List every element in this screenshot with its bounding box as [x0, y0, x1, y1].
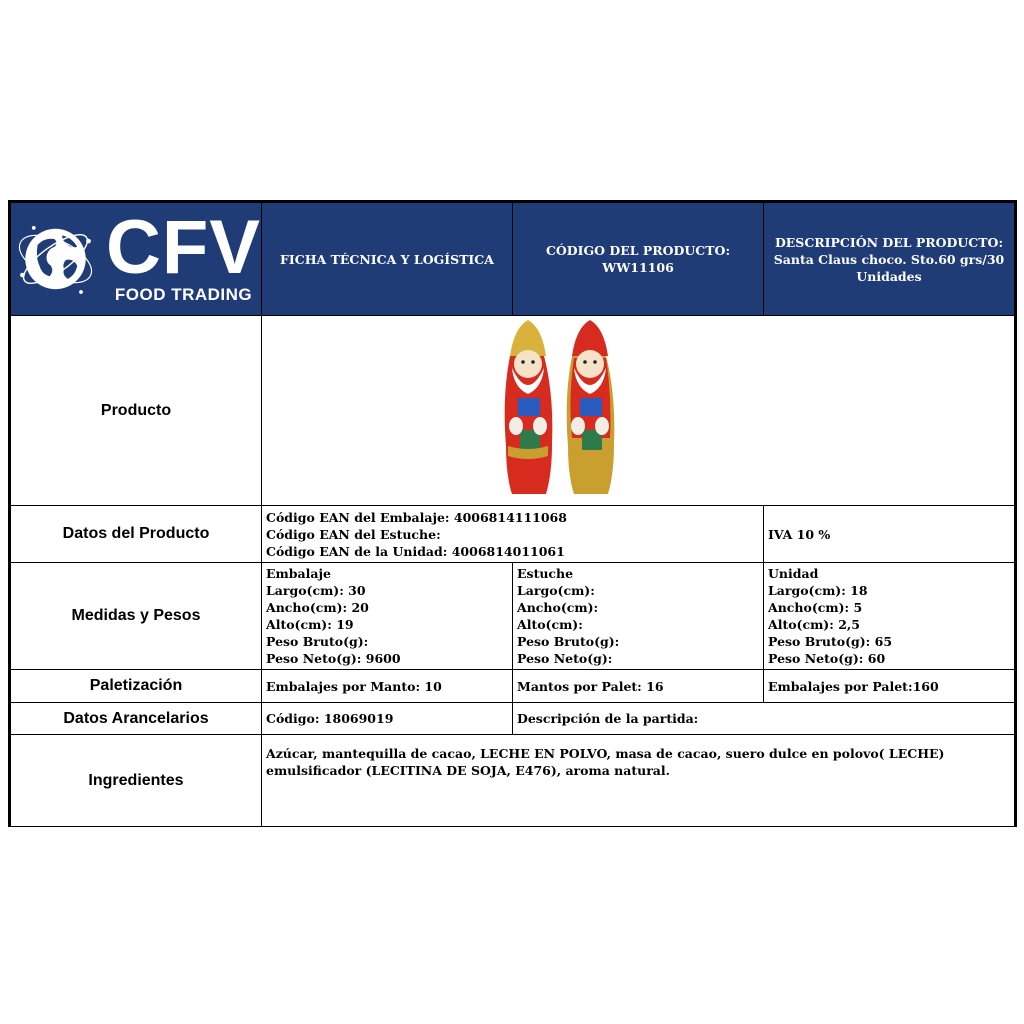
product-code-label: CÓDIGO DEL PRODUCTO: [545, 243, 731, 258]
product-image-cell [262, 316, 1016, 506]
globe-icon [13, 214, 98, 304]
embalajes-por-palet: Embalajes por Palet:160 [764, 670, 1016, 703]
medidas-row [10, 563, 1016, 670]
medidas-largo: Largo(cm): [517, 583, 595, 598]
medidas-neto: Peso Neto(g): [517, 651, 613, 666]
arancelarios-label: Datos Arancelarios [10, 703, 262, 735]
medidas-alto: Alto(cm): 2,5 [768, 617, 860, 632]
datos-producto-label: Datos del Producto [10, 506, 262, 563]
medidas-bruto: Peso Bruto(g): [517, 634, 620, 649]
santa-figure-left [505, 320, 553, 494]
medidas-title: Estuche [517, 566, 574, 581]
medidas-unidad [764, 563, 1016, 670]
mantos-por-palet: Mantos por Palet: 16 [513, 670, 764, 703]
medidas-alto: Alto(cm): [517, 617, 583, 632]
santa-claus-chocolate-image [498, 318, 622, 502]
product-description-label: DESCRIPCIÓN DEL PRODUCTO: [774, 234, 1004, 250]
brand-tagline: FOOD TRADING [114, 284, 253, 304]
product-sheet-table [8, 200, 1017, 827]
medidas-alto: Alto(cm): 19 [266, 617, 354, 632]
product-code-cell [513, 202, 764, 316]
brand-logo [11, 203, 261, 315]
product-description-cell [764, 202, 1016, 316]
sheet-title: FICHA TÉCNICA Y LOGÍSTICA [262, 202, 513, 316]
medidas-bruto: Peso Bruto(g): [266, 634, 369, 649]
ean-codes-cell [262, 506, 764, 563]
medidas-largo: Largo(cm): 30 [266, 583, 366, 598]
medidas-ancho: Ancho(cm): [517, 600, 599, 615]
iva-value: IVA 10 % [764, 506, 1016, 563]
medidas-bruto: Peso Bruto(g): 65 [768, 634, 893, 649]
paletizacion-row [10, 670, 1016, 703]
medidas-label: Medidas y Pesos [10, 563, 262, 670]
medidas-ancho: Ancho(cm): 20 [266, 600, 369, 615]
medidas-title: Unidad [768, 566, 819, 581]
medidas-embalaje [262, 563, 513, 670]
producto-label: Producto [10, 316, 262, 506]
paletizacion-label: Paletización [10, 670, 262, 703]
medidas-largo: Largo(cm): 18 [768, 583, 868, 598]
datos-producto-row [10, 506, 1016, 563]
ingredientes-label: Ingredientes [10, 735, 262, 827]
ean-embalaje: Código EAN del Embalaje: 4006814111068 [266, 509, 567, 525]
ean-estuche: Código EAN del Estuche: [266, 526, 441, 542]
header-row [10, 202, 1016, 316]
product-row [10, 316, 1016, 506]
brand-name: CFV [106, 204, 261, 290]
medidas-neto: Peso Neto(g): 60 [768, 651, 886, 666]
medidas-neto: Peso Neto(g): 9600 [266, 651, 401, 666]
embalajes-por-manto: Embalajes por Manto: 10 [262, 670, 513, 703]
medidas-estuche [513, 563, 764, 670]
product-description-value: Santa Claus choco. Sto.60 grs/30 Unidades [773, 251, 1005, 284]
descripcion-partida: Descripción de la partida: [513, 703, 1016, 735]
ingredientes-row [10, 735, 1016, 827]
arancelarios-row [10, 703, 1016, 735]
product-code-value: WW11106 [602, 260, 674, 275]
ean-unidad: Código EAN de la Unidad: 4006814011061 [266, 543, 565, 559]
ingredientes-text: Azúcar, mantequilla de cacao, LECHE EN POLVO, masa de cacao, suero dulce en polovo( LECHE) emulsificador (LECITINA DE SOJA, E476), aroma natural. [262, 735, 1016, 827]
medidas-ancho: Ancho(cm): 5 [768, 600, 863, 615]
medidas-title: Embalaje [266, 566, 331, 581]
santa-figure-right [567, 320, 615, 494]
codigo-arancelario: Código: 18069019 [262, 703, 513, 735]
logo-cell [10, 202, 262, 316]
